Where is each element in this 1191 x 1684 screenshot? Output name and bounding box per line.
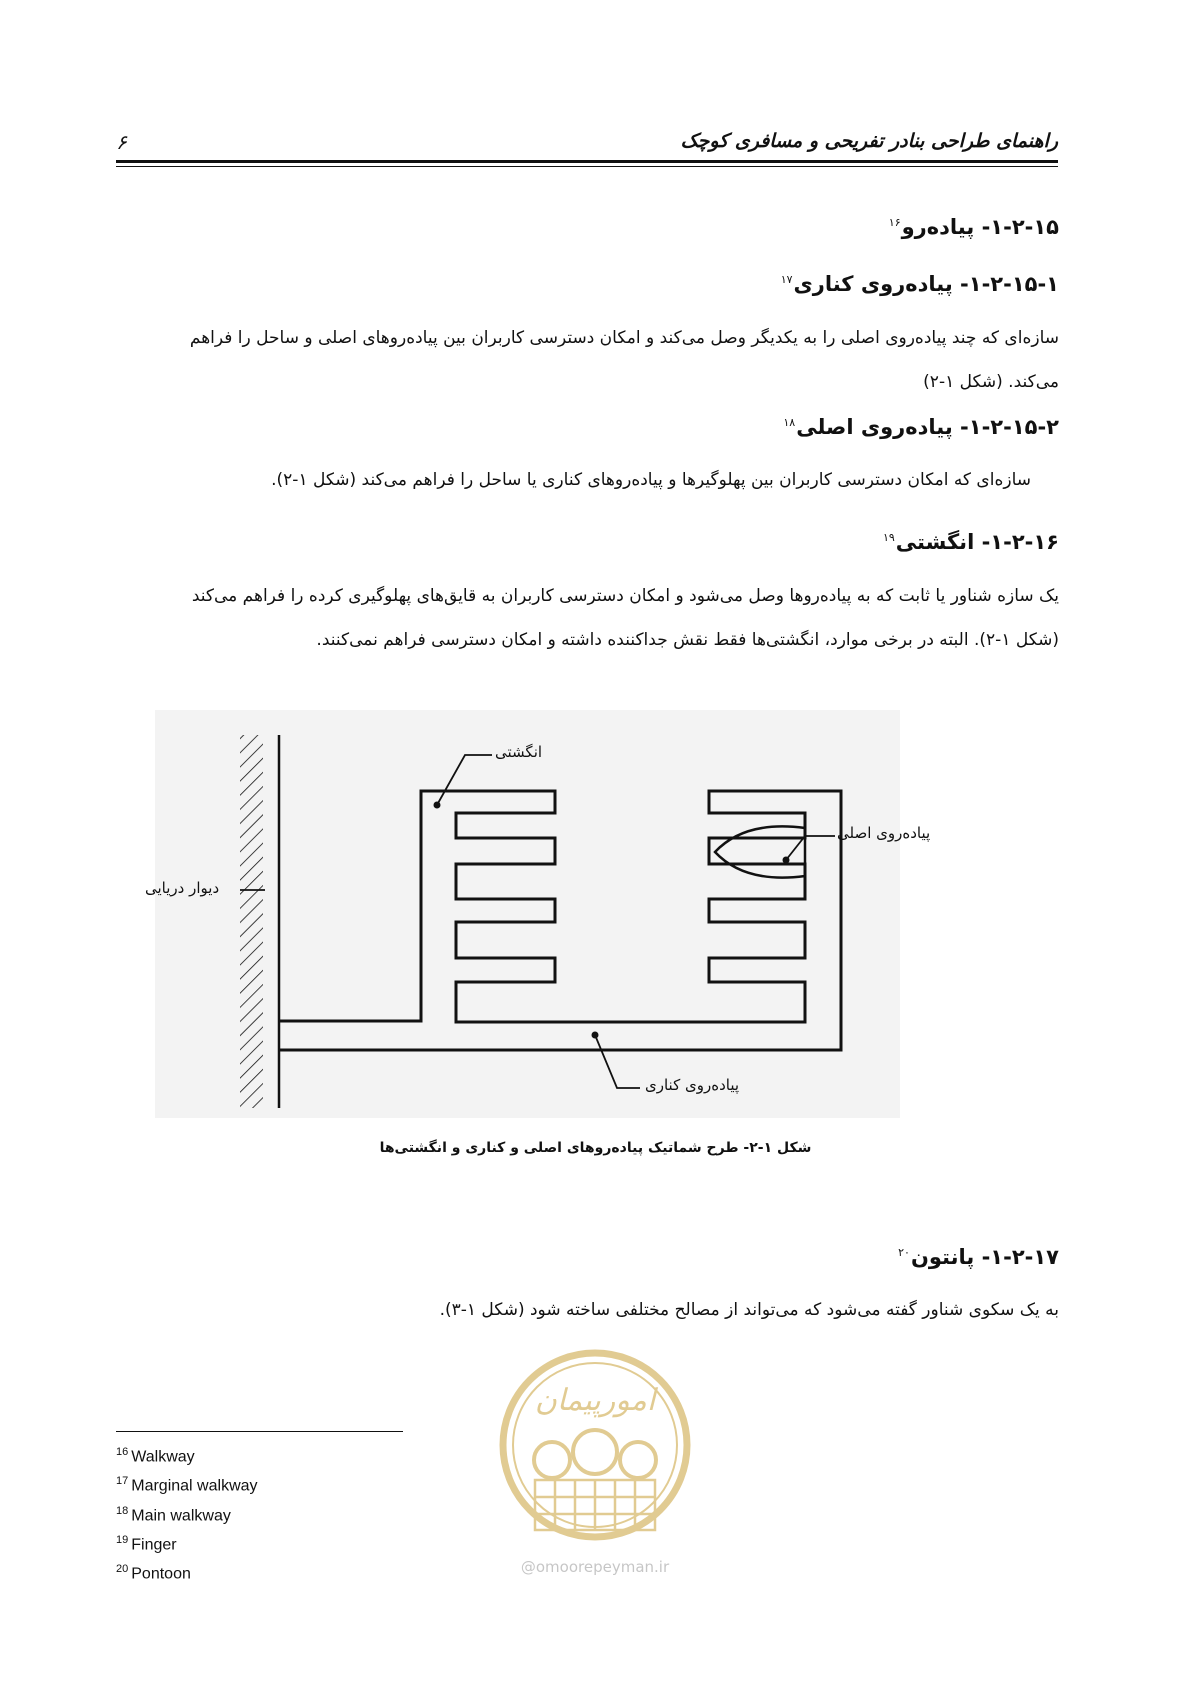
- section-heading: [883, 530, 1059, 554]
- paragraph: [114, 574, 1059, 662]
- heading-text: ۱-۲-۱۷- پانتون: [910, 1245, 1059, 1269]
- footnote-separator: [116, 1431, 403, 1432]
- paragraph-line: یک سازه شناور یا ثابت که به پیاده‌روها وصل می‌شود و امکان دسترسی کاربران به قایق‌های پهلوگیری کرده را فراهم می‌کند: [191, 586, 1059, 606]
- label-finger: انگشتی: [495, 743, 543, 761]
- watermark-url: @omoorepeyman.ir: [520, 1558, 670, 1576]
- paragraph-line: به یک سکوی شناور گفته می‌شود که می‌تواند از مصالح مختلفی ساخته شود (شکل ۱-۳).: [439, 1300, 1059, 1320]
- paragraph: [114, 458, 1031, 502]
- walkway-schematic-figure: [145, 710, 931, 1118]
- schematic-drawing: [155, 710, 900, 1118]
- section-heading: [781, 272, 1059, 296]
- page-header: [116, 130, 1058, 162]
- label-marginal-walkway: پیاده‌روی کناری: [645, 1076, 740, 1094]
- label-main-walkway: پیاده‌روی اصلی: [837, 824, 931, 842]
- footnote-ref: ۱۶: [888, 216, 901, 229]
- footnote-ref: ۱۸: [783, 416, 796, 429]
- heading-text: ۱-۲-۱۵-۲- پیاده‌روی اصلی: [796, 415, 1059, 439]
- footnote: $^{17}$ Marginal walkway: [116, 1475, 258, 1495]
- paragraph-line: می‌کند. (شکل ۱-۲): [923, 372, 1059, 392]
- watermark-logo: [490, 1340, 710, 1580]
- footnote: $^{16}$ Walkway: [116, 1446, 195, 1466]
- header-rule: [116, 160, 1058, 163]
- footnote-ref: ۱۹: [882, 531, 895, 544]
- heading-text: ۱-۲-۱۵-۱- پیاده‌روی کناری: [793, 272, 1059, 296]
- footnote-ref: ۲۰: [898, 1246, 910, 1259]
- paragraph-line: سازه‌ای که چند پیاده‌روی اصلی را به یکدیگر وصل می‌کند و امکان دسترسی کاربران بین پیاده‌روهای اصلی و ساحل را فراهم: [189, 328, 1059, 348]
- footnote: $^{20}$ Pontoon: [116, 1563, 191, 1583]
- paragraph-line: سازه‌ای که امکان دسترسی کاربران بین پهلوگیرها و پیاده‌روهای کناری یا ساحل را فراهم می‌کند (شکل ۱-۲).: [271, 470, 1031, 490]
- section-heading: [889, 215, 1059, 239]
- book-title: راهنمای طراحی بنادر تفریحی و مسافری کوچک: [680, 130, 1058, 152]
- watermark-text: امورپیمان: [534, 1383, 656, 1418]
- watermark-seal-icon: [490, 1340, 710, 1580]
- page-number: ۶: [116, 130, 127, 154]
- sea-wall-hatching: [240, 735, 263, 1108]
- figure-caption: شکل ۱-۲- طرح شماتیک پیاده‌روهای اصلی و کناری و انگشتی‌ها: [379, 1140, 812, 1156]
- label-sea-wall: دیوار دریایی: [145, 879, 220, 897]
- footnote: $^{19}$ Finger: [116, 1533, 177, 1554]
- paragraph-line: (شکل ۱-۲). البته در برخی موارد، انگشتی‌ها فقط نقش جداکننده داشته و امکان دسترسی فراهم نمی‌کنند.: [316, 630, 1059, 650]
- footnote-ref: ۱۷: [780, 273, 793, 286]
- header-rule-thin: [116, 166, 1058, 167]
- footnote: $^{18}$ Main walkway: [116, 1504, 231, 1524]
- section-heading: [783, 415, 1059, 439]
- heading-text: ۱-۲-۱۵- پیاده‌رو: [901, 215, 1059, 239]
- paragraph: [359, 1288, 1059, 1332]
- section-heading: [898, 1245, 1059, 1269]
- heading-text: ۱-۲-۱۶- انگشتی: [895, 530, 1059, 554]
- paragraph: [114, 316, 1059, 404]
- footnotes: [116, 1440, 258, 1587]
